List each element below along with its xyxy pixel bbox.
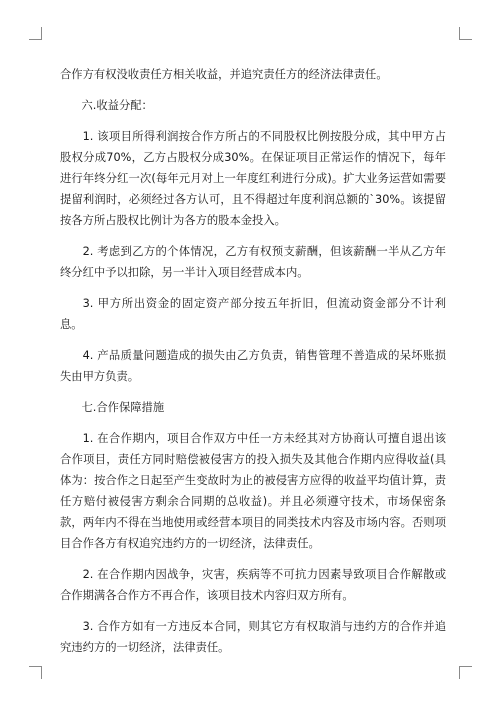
paragraph-revenue-3: 3. 甲方所出资金的固定资产部分按五年折旧，但流动资金部分不计利息。: [60, 297, 446, 331]
corner-mark-top-left: [29, 27, 42, 40]
corner-mark-top-right: [459, 27, 472, 40]
paragraph-safeguards-1: 1. 在合作期内，项目合作双方中任一方未经其对方协商认可擅自退出该合作项目，责任方同时赔偿被侵害方的投入损失及其他合作期内应得收益(具体为：按合作之日起至产生变故时为止的被侵害方应得的收益平均值计算，责任方赔付被侵害方剩余合同期的总收益)。并且必须遵守技术，市场保密条款，两年内不得在当地使用或经营本项目的同类技术内容及市场内容。否则项目合作各方有权追究违约方的一切经济，法律责任。: [60, 432, 446, 550]
paragraph-safeguards-2: 2. 在合作期内因战争，灾害，疾病等不可抗力因素导致项目合作解散或合作期满各合作方不再合作，该项目技术内容归双方所有。: [60, 568, 446, 602]
paragraph-revenue-1: 1. 该项目所得利润按合作方所占的不同股权比例按股分成，其中甲方占股权分成70%，乙方占股权分成30%。在保证项目正常运作的情况下，每年进行年终分红一次(每年元月对上一年度红利进行分成)。扩大业务运营如需要提留利润时，必须经过各方认可，且不得超过年度利润总额的`30%。该提留按各方所占股权比例计为各方的股本金投入。: [60, 130, 446, 227]
paragraph-revenue-4: 4. 产品质量问题造成的损失由乙方负责，销售管理不善造成的呆坏账损失由甲方负责。: [60, 349, 446, 383]
document-body: [60, 64, 446, 658]
corner-mark-bottom-right: [459, 666, 472, 679]
paragraph-revenue-2: 2. 考虑到乙方的个体情况，乙方有权预支薪酬，但该薪酬一半从乙方年终分红中予以扣除，另一半计入项目经营成本内。: [60, 245, 446, 279]
paragraph-safeguards-3: 3. 合作方如有一方违反本合同，则其它方有权取消与违约方的合作并追究违约方的一切经济，法律责任。: [60, 620, 446, 654]
section-heading-revenue: 六.收益分配：: [81, 99, 153, 112]
section-heading-safeguards: 七.合作保障措施: [81, 401, 165, 414]
paragraph-continuation: 合作方有权没收责任方相关收益，并追究责任方的经济法律责任。: [60, 68, 388, 81]
corner-mark-bottom-left: [29, 666, 42, 679]
